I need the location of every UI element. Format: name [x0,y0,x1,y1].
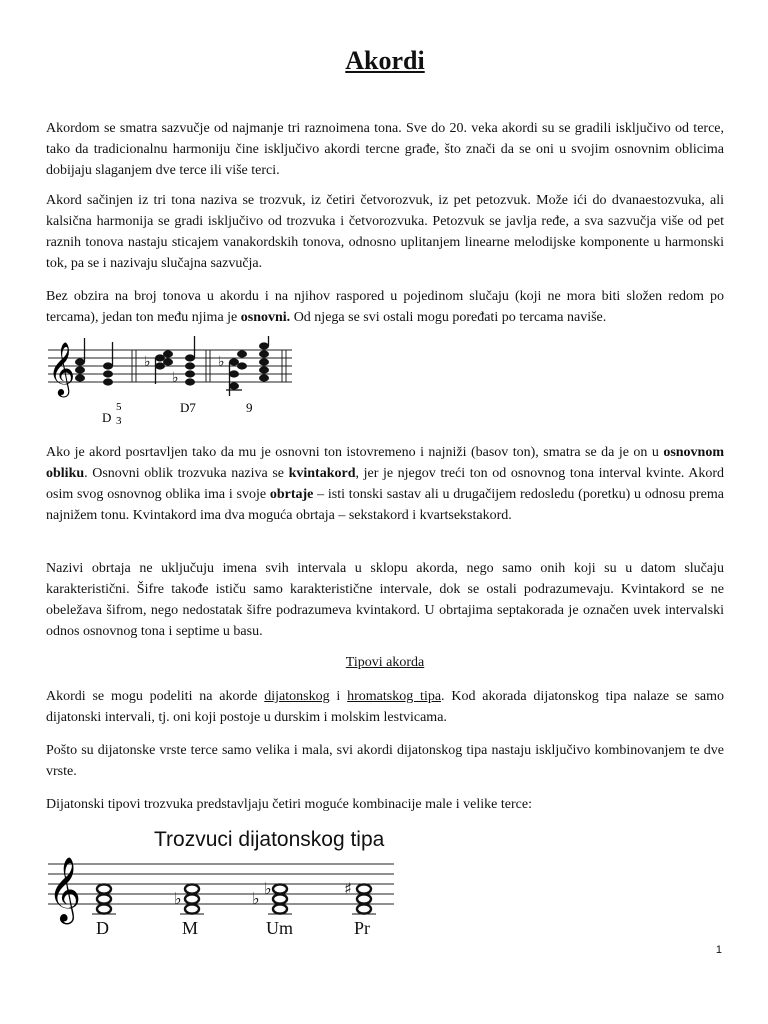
paragraph-7: Pošto su dijatonske vrste terce samo velika i mala, svi akordi dijatonskog tipa nastaju isključivo kombinovanjem te dve vrste. [46,743,724,779]
treble-clef-icon: 𝄞 [48,341,76,395]
subheading-tipovi-akorda: Tipovi akorda [345,655,425,670]
paragraph-2: Akord sačinjen iz tri tona naziva se trozvuk, iz četiri četvorozvuk, iz pet petozvuk. Može ići do dvanaestozvuka, ali kalsična harmonija se gradi isključivo od trozvuka i četvorozvuka. Petozvuk se javlja ređe, a sva sazvučja više od pet raznih tonova nastaju sticajem vanakordskih tonova, odnosno uplitanjem linearne melodijske komponente u harmonski tok, pa se i nazivaju slučajna sazvučja. [46,193,724,271]
chord-notation-figure [46,336,296,428]
paragraph-4: Ako je akord posrtavljen tako da mu je osnovni ton istovremeno i najniži (basov ton), smatra se da je on u osnovnom obliku. Osnovni oblik trozvuka naziva se kvintakord, jer je njegov treći ton od osnovnog tona interval kvinte. Akord osim svog osnovnog oblika ima i svoje obrtaje – isti tonski sastav ali u drugačijem redosledu (poretku) u odnosu prema najnižem tonu. Kvintakord ima dva moguća obrtaja – sekstakord i kvartsekstakord. [46,445,724,523]
flat-icon: ♭ [172,370,179,386]
bold-osnovni: osnovni. [240,310,291,325]
page-title: Akordi [345,46,425,75]
underlined-dijatonskog: dijatonskog [264,689,330,704]
bold-kvintakord: kvintakord [288,466,356,481]
paragraph-5: Nazivi obrtaja ne uključuju imena svih intervala u sklopu akorda, nego samo onih koji su u datom slučaju karakteristični. Šifre takođe ističu samo karakteristične intervale, dok se ostali podrazumevaju. Kvintakord se ne obeležava šifrom, nego nedostatak šifre podrazumeva kvintakord. U obrtajima septakorada je označen uvek intervalski odnos osnovnog tona i septime u basu. [46,561,724,639]
diatonic-triads-figure [46,822,402,942]
triad-label-pr: Pr [354,918,371,938]
sharp-icon: ♯ [344,879,352,898]
bold-obrtaje: obrtaje [269,487,314,502]
page-number: 1 [715,944,722,956]
label-d-figure-top: 5 [116,401,122,413]
paragraph-1: Akordom se smatra sazvučje od najmanje tri raznoimena tona. Sve do 20. veka akordi su se gradili isključivo od terce, tako da tradicionalnu harmoniju čine isključivo akordi tercne građe, što znači da se oni u svojim osnovnim oblicima dobijaju slaganjem dve terce ili više terci. [46,121,724,178]
paragraph-6: Akordi se mogu podeliti na akorde dijatonskog i hromatskog tipa. Kod akorada dijatonskog tipa nalaze se samo dijatonski intervali, tj. oni koji postoje u durskim i molskim lestvicama. [46,689,724,725]
flat-icon: ♭ [252,889,260,908]
underlined-hromatskog-tipa: hromatskog tipa [347,689,442,704]
triad-label-um: Um [266,918,293,938]
flat-icon: ♭ [264,879,272,898]
figure-title: Trozvuci dijatonskog tipa [154,828,385,851]
paragraph-8: Dijatonski tipovi trozvuka predstavljaju četiri moguće kombinacije male i velike terce: [46,797,532,812]
flat-icon: ♭ [174,889,182,908]
label-d7: D7 [180,400,196,415]
flat-icon: ♭ [218,354,225,370]
label-9: 9 [246,400,253,415]
bold-osnovnom-obliku: osnovnom obliku [46,445,724,481]
treble-clef-icon: 𝄞 [48,857,82,922]
paragraph-3: Bez obzira na broj tonova u akordu i na njihov raspored u pojedinom slučaju (koji ne mora biti složen redom po tercama), jedan ton među njima je osnovni. Od njega se svi ostali mogu poređati po tercama naviše. [46,289,724,325]
triad-label-m: M [182,918,199,938]
triad-label-d: D [96,918,109,938]
flat-icon: ♭ [144,354,151,370]
label-d-figure-bottom: 3 [116,415,122,427]
label-d: D [102,410,112,425]
triad-notes [97,884,371,913]
